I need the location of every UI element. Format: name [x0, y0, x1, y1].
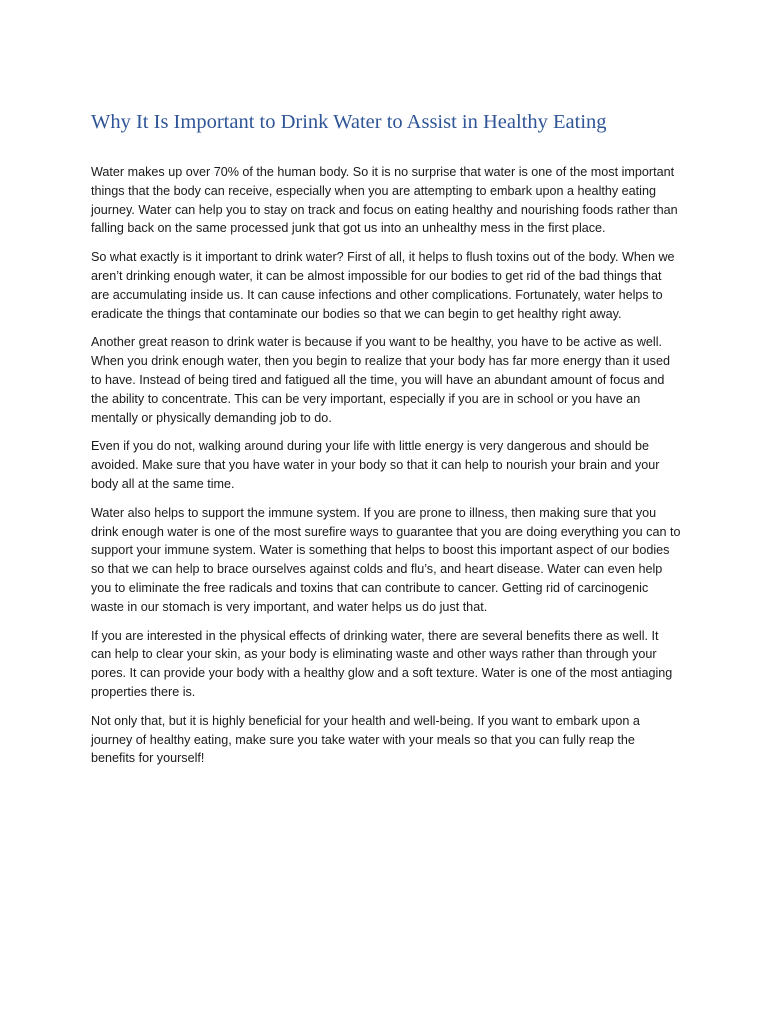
paragraph: Not only that, but it is highly beneficial for your health and well-being. If you want to embark upon a journey of healthy eating, make sure you take water with your meals so that you can fully reap the benefits for yourself! — [91, 713, 640, 766]
document-body — [91, 163, 681, 778]
paragraph: If you are interested in the physical effects of drinking water, there are several benefits there as well. It can help to clear your skin, as your body is eliminating waste and other ways rather than through your pores. It can provide your body with a healthy glow and a soft texture. Water is one of the most antiaging properties there is. — [91, 628, 673, 699]
paragraph: Another great reason to drink water is because if you want to be healthy, you have to be active as well. When you drink enough water, then you begin to realize that your body has far more energy than it used to have. Instead of being tired and fatigued all the time, you will have an abundant amount of focus and the ability to concentrate. This can be very important, especially if you are in school or you have an mentally or physically demanding job to do. — [91, 335, 670, 425]
document-title: Why It Is Important to Drink Water to Assist in Healthy Eating — [91, 111, 607, 133]
paragraph: So what exactly is it important to drink water? First of all, it helps to flush toxins out of the body. When we aren’t drinking enough water, it can be almost impossible for our bodies to get rid of the bad things that are accumulating inside us. It can cause infections and other complications. Fortunately, water helps to eradicate the things that contaminate our bodies so that we can begin to get healthy right away. — [91, 250, 675, 321]
paragraph: Even if you do not, walking around during your life with little energy is very dangerous and should be avoided. Make sure that you have water in your body so that it can help to nourish your brain and your body all at the same time. — [91, 439, 660, 491]
paragraph: Water also helps to support the immune system. If you are prone to illness, then making sure that you drink enough water is one of the most surefire ways to guarantee that you are doing everything you can to support your immune system. Water is something that helps to boost this important aspect of our bodies so that we can help to brace ourselves against colds and flu’s, and heart disease. Water can even help you to eliminate the free radicals and toxins that can contribute to cancer. Getting rid of carcinogenic waste in our stomach is very important, and water helps us do just that. — [91, 505, 681, 614]
paragraph: Water makes up over 70% of the human body. So it is no surprise that water is one of the most important things that the body can receive, especially when you are attempting to embark upon a healthy eating journey. Water can help you to stay on track and focus on eating healthy and nourishing foods rather than falling back on the same processed junk that got us into an unhealthy mess in the first place. — [91, 165, 678, 236]
